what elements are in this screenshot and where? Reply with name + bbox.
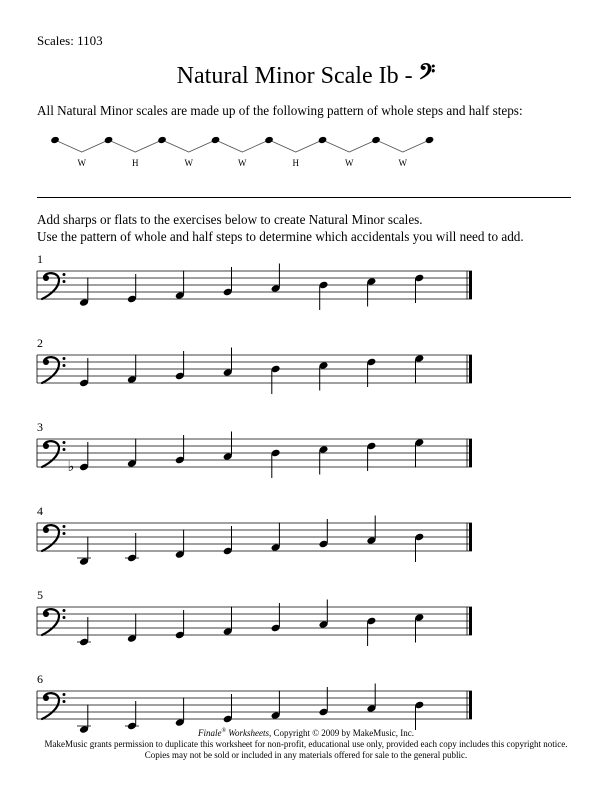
footer-line-3: Copies may not be sold or included in any materials offered for sale to the general public. bbox=[144, 750, 468, 760]
final-barline-thick bbox=[469, 439, 472, 467]
note bbox=[79, 358, 89, 387]
note bbox=[125, 533, 139, 562]
exercise-number: 1 bbox=[37, 252, 43, 266]
note bbox=[175, 435, 185, 464]
footer-registered: ® bbox=[221, 728, 227, 734]
note bbox=[366, 442, 376, 471]
bass-clef-icon bbox=[42, 441, 66, 467]
note bbox=[223, 694, 233, 723]
footer-brand: Finale bbox=[197, 728, 222, 738]
final-barline-thick bbox=[469, 355, 472, 383]
footer-copyright: , Copyright © 2009 by MakeMusic, Inc. bbox=[268, 728, 415, 738]
bass-clef-icon bbox=[42, 525, 66, 551]
step-label: H bbox=[292, 158, 299, 168]
exercise-number: 2 bbox=[37, 336, 43, 350]
note bbox=[414, 533, 424, 562]
footer-product: Worksheets bbox=[226, 728, 269, 738]
step-label: W bbox=[345, 158, 354, 168]
exercise-number: 6 bbox=[37, 672, 43, 686]
exercise-number: 4 bbox=[37, 504, 43, 518]
bass-clef-icon bbox=[42, 273, 66, 299]
final-barline-thick bbox=[469, 271, 472, 299]
exercise-3 bbox=[37, 420, 472, 478]
bass-clef-icon bbox=[42, 693, 66, 719]
note bbox=[77, 617, 91, 646]
note bbox=[175, 610, 185, 639]
note bbox=[175, 351, 185, 380]
title-text: Natural Minor Scale Ib - bbox=[176, 63, 419, 89]
exercise-2 bbox=[37, 336, 472, 394]
final-barline-thick bbox=[469, 691, 472, 719]
footer-line-2: MakeMusic grants permission to duplicate this worksheet for non-profit, educational use only, provided each copy includes this copyright notice. bbox=[44, 739, 568, 749]
note bbox=[318, 687, 328, 716]
copyright-footer bbox=[0, 726, 612, 761]
instruction-line-1: Add sharps or flats to the exercises below to create Natural Minor scales. bbox=[37, 212, 423, 227]
note bbox=[318, 281, 328, 310]
exercise-4 bbox=[37, 504, 472, 566]
note bbox=[127, 274, 137, 303]
exercise-1 bbox=[37, 252, 472, 310]
note bbox=[271, 603, 281, 632]
step-label: W bbox=[398, 158, 407, 168]
note bbox=[223, 267, 233, 296]
step-label: H bbox=[132, 158, 139, 168]
exercise-number: 3 bbox=[37, 420, 43, 434]
final-barline-thick bbox=[469, 607, 472, 635]
note bbox=[414, 274, 424, 303]
note bbox=[223, 526, 233, 555]
note bbox=[318, 519, 328, 548]
step-label: W bbox=[238, 158, 247, 168]
note bbox=[366, 358, 376, 387]
note bbox=[271, 365, 281, 394]
exercise-number: 5 bbox=[37, 588, 43, 602]
bass-clef-icon: 𝄢 bbox=[418, 60, 436, 90]
worksheet-id: Scales: 1103 bbox=[37, 33, 103, 48]
step-label: W bbox=[184, 158, 193, 168]
exercise-5 bbox=[37, 588, 472, 646]
instruction-line-2: Use the pattern of whole and half steps to determine which accidentals you will need to add. bbox=[37, 229, 524, 244]
intro-text: All Natural Minor scales are made up of the following pattern of whole steps and half steps: bbox=[37, 103, 523, 118]
note bbox=[271, 449, 281, 478]
footer-line-1 bbox=[0, 726, 612, 739]
note bbox=[366, 617, 376, 646]
exercise-6 bbox=[37, 672, 472, 734]
bass-clef-icon bbox=[42, 609, 66, 635]
step-label: W bbox=[77, 158, 86, 168]
bass-clef-icon bbox=[42, 357, 66, 383]
note bbox=[68, 442, 89, 475]
final-barline-thick bbox=[469, 523, 472, 551]
flat-accidental: ♭ bbox=[67, 460, 75, 475]
